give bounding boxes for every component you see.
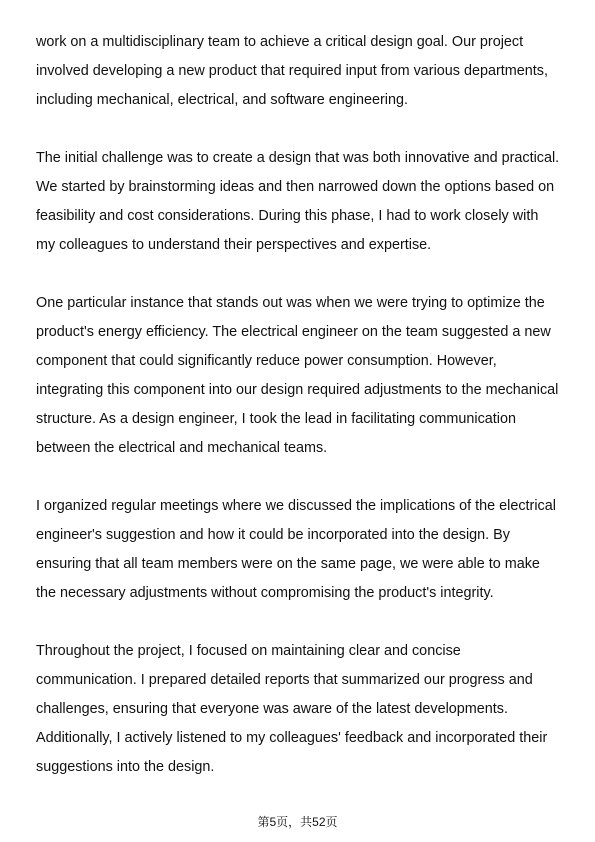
- text-line: Additionally, I actively listened to my colleagues' feedback and incorporated their: [36, 730, 548, 746]
- body-text: [36, 28, 592, 811]
- text-line: We started by brainstorming ideas and then narrowed down the options based on: [36, 179, 555, 195]
- text-line: integrating this component into our design required adjustments to the mechanical: [36, 382, 559, 398]
- paragraph: [36, 637, 592, 782]
- text-line: suggestions into the design.: [36, 759, 215, 775]
- paragraph: [36, 144, 592, 260]
- text-line: my colleagues to understand their perspectives and expertise.: [36, 237, 432, 253]
- text-line: Throughout the project, I focused on maintaining clear and concise: [36, 643, 461, 659]
- text-line: challenges, ensuring that everyone was aware of the latest developments.: [36, 701, 508, 717]
- text-line: ensuring that all team members were on the same page, we were able to make: [36, 556, 540, 572]
- text-line: feasibility and cost considerations. During this phase, I had to work closely with: [36, 208, 539, 224]
- text-line: component that could significantly reduce power consumption. However,: [36, 353, 497, 369]
- paragraph: [36, 492, 592, 608]
- paragraph: [36, 28, 592, 115]
- text-line: between the electrical and mechanical teams.: [36, 440, 328, 456]
- paragraph: [36, 289, 592, 463]
- text-line: involved developing a new product that required input from various departments,: [36, 63, 548, 79]
- page-indicator: 第5页，共52页: [257, 815, 338, 829]
- text-line: communication. I prepared detailed reports that summarized our progress and: [36, 672, 533, 688]
- text-line: work on a multidisciplinary team to achieve a critical design goal. Our project: [36, 34, 524, 50]
- text-line: the necessary adjustments without compromising the product's integrity.: [36, 585, 494, 601]
- text-line: including mechanical, electrical, and software engineering.: [36, 92, 408, 108]
- text-line: I organized regular meetings where we discussed the implications of the electrical: [36, 498, 556, 514]
- text-line: The initial challenge was to create a design that was both innovative and practical.: [36, 150, 560, 166]
- text-line: product's energy efficiency. The electrical engineer on the team suggested a new: [36, 324, 551, 340]
- text-line: engineer's suggestion and how it could be incorporated into the design. By: [36, 527, 510, 543]
- text-line: One particular instance that stands out was when we were trying to optimize the: [36, 295, 545, 311]
- page-footer: [0, 814, 595, 830]
- text-line: structure. As a design engineer, I took the lead in facilitating communication: [36, 411, 516, 427]
